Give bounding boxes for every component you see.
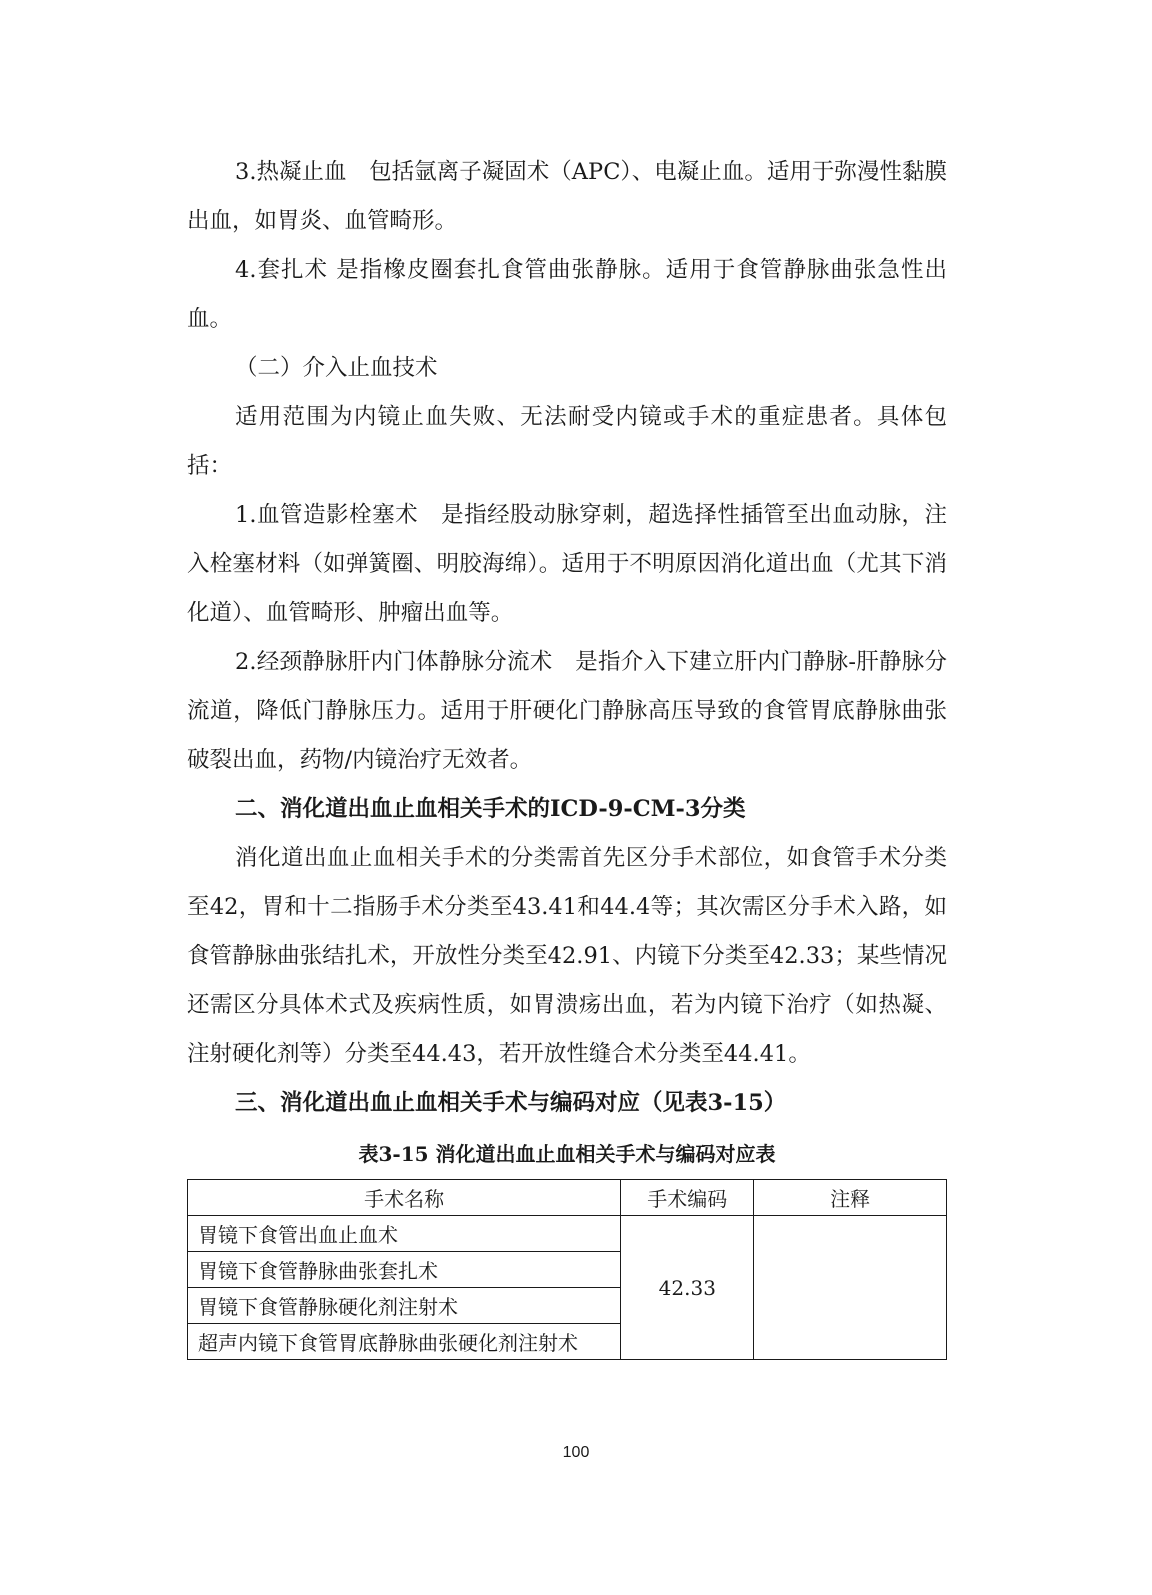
- paragraph-tips: 2.经颈静脉肝内门体静脉分流术 是指介入下建立肝内门静脉-肝静脉分流道，降低门静脉压力。适用于肝硬化门静脉高压导致的食管胃底静脉曲张破裂出血，药物/内镜治疗无效者。: [187, 649, 947, 773]
- document-body: [187, 148, 947, 1360]
- header-note: 注释: [754, 1180, 947, 1216]
- header-procedure-code: 手术编码: [621, 1180, 754, 1216]
- header-procedure-name: 手术名称: [188, 1180, 621, 1216]
- procedure-name-cell: 胃镜下食管静脉硬化剂注射术: [188, 1288, 621, 1324]
- subheading-interventional: （二）介入止血技术: [235, 355, 438, 381]
- procedure-code-cell: 42.33: [621, 1216, 754, 1360]
- procedure-name-cell: 胃镜下食管静脉曲张套扎术: [188, 1252, 621, 1288]
- procedure-name-cell: 超声内镜下食管胃底静脉曲张硬化剂注射术: [188, 1324, 621, 1360]
- page-number: 100: [562, 1444, 590, 1461]
- table-row: [188, 1216, 947, 1252]
- section-heading-correspondence: 三、消化道出血止血相关手术与编码对应（见表3-15）: [235, 1090, 787, 1116]
- note-cell: [754, 1216, 947, 1360]
- procedure-code-table: [187, 1179, 947, 1360]
- paragraph-classification: 消化道出血止血相关手术的分类需首先区分手术部位，如食管手术分类至42，胃和十二指肠手术分类至43.41和44.4等；其次需区分手术入路，如食管静脉曲张结扎术，开放性分类至42.91、内镜下分类至42.33；某些情况还需区分具体术式及疾病性质，如胃溃疡出血，若为内镜下治疗（如热凝、注射硬化剂等）分类至44.43，若开放性缝合术分类至44.41。: [187, 845, 947, 1067]
- paragraph-band-ligation: 4.套扎术 是指橡皮圈套扎食管曲张静脉。适用于食管静脉曲张急性出血。: [187, 257, 947, 332]
- procedure-name-cell: 胃镜下食管出血止血术: [188, 1216, 621, 1252]
- table-header-row: [188, 1180, 947, 1216]
- paragraph-embolization: 1.血管造影栓塞术 是指经股动脉穿刺，超选择性插管至出血动脉，注入栓塞材料（如弹簧圈、明胶海绵）。适用于不明原因消化道出血（尤其下消化道）、血管畸形、肿瘤出血等。: [187, 502, 947, 626]
- section-heading-classification: 二、消化道出血止血相关手术的ICD-9-CM-3分类: [235, 796, 746, 822]
- table-caption: 表3-15 消化道出血止血相关手术与编码对应表: [358, 1142, 776, 1166]
- paragraph-scope: 适用范围为内镜止血失败、无法耐受内镜或手术的重症患者。具体包括：: [187, 404, 947, 479]
- paragraph-thermal-coagulation: 3.热凝止血 包括氩离子凝固术（APC）、电凝止血。适用于弥漫性黏膜出血，如胃炎、血管畸形。: [187, 159, 947, 234]
